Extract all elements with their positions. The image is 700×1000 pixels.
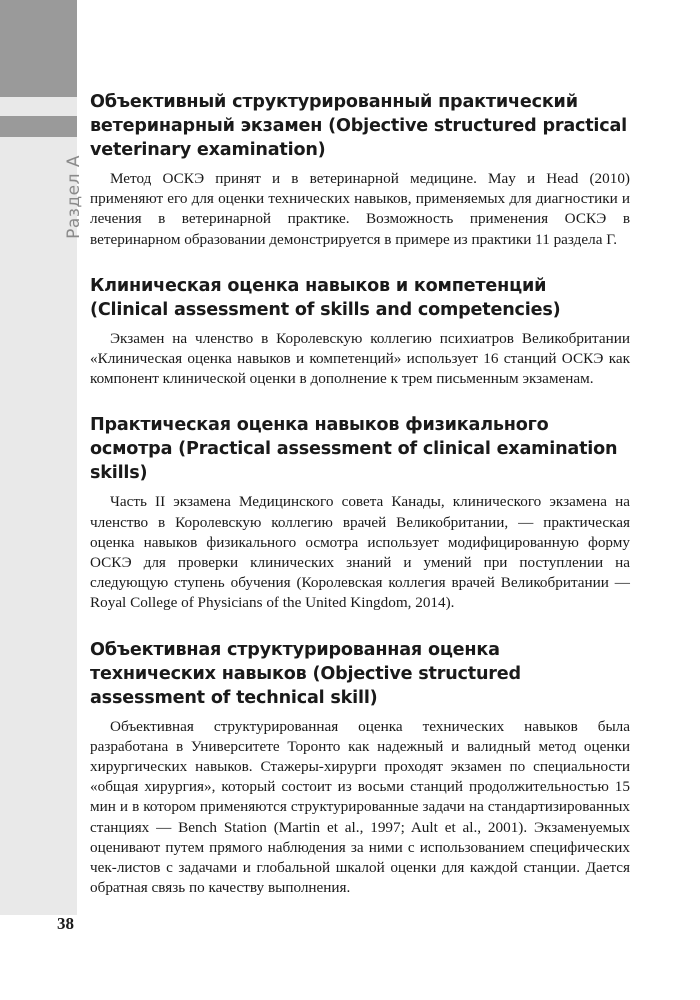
section-heading: Клиническая оценка навыков и компетенций (Clinical assessment of skills and competencies) (90, 275, 561, 320)
section-body: Метод ОСКЭ принят и в ветеринарной медицине. May и Head (2010) применяют его для оценки технических навыков, применяемых для диагностики и лечения в ветеринарной практике. Возможность применения ОСКЭ в ветеринарном образовании демонстрируется в примере из практики 11 раздела Г. (90, 170, 630, 248)
section-osve-vet (90, 90, 630, 250)
section-body: Экзамен на членство в Королевскую коллегию психиатров Великобритании «Клиническая оценка навыков и компетенций» использует 16 станций ОСКЭ как компонент клинической оценки в дополнение к трем письменным экзаменам. (90, 329, 630, 388)
section-clinical-assessment (90, 274, 630, 390)
section-heading: Объективный структурированный практический ветеринарный экзамен (Objective structured practical veterinary examination) (90, 92, 627, 160)
page-number: 38 (57, 914, 74, 933)
section-heading: Объективная структурированная оценка технических навыков (Objective structured assessment of technical skill) (90, 639, 521, 708)
side-tab-top (0, 0, 77, 97)
section-technical-skills (90, 638, 630, 899)
page-content (90, 90, 630, 922)
side-strip (0, 0, 77, 915)
section-practical-assessment (90, 413, 630, 613)
section-body: Объективная структурированная оценка технических навыков была разработана в Университете Торонто как надежный и валидный метод оценки хирургических навыков. Стажеры-хирурги проходят экзамен по специальности «общая хирургия», который состоит из восьми станций продолжительностью 15 мин и в котором применяются структурированные задачи на стандартизированных станциях — Bench Station (Martin et al., 1997; Ault et al., 2001). Экзаменуемых оценивают путем прямого наблюдения за ними с использованием специфических чек-листов с задачами и глобальной шкалой оценки для каждой станции. Дается обратная связь по качеству выполнения. (90, 717, 630, 897)
section-body: Часть II экзамена Медицинского совета Канады, клинического экзамена на членство в Королевскую коллегию врачей Великобритании, — практическая оценка навыков физикального осмотра использует модифицированную форму ОСКЭ для проверки клинических знаний и умений при поступлении на следующую ступень обучения (Королевская коллегия врачей Великобритании — Royal College of Physicians of the United Kingdom, 2014). (90, 493, 630, 612)
section-heading: Практическая оценка навыков физикального осмотра (Practical assessment of clinical examination skills) (90, 415, 618, 484)
side-tab-bottom (0, 116, 77, 137)
section-label: Раздел А (64, 155, 84, 239)
